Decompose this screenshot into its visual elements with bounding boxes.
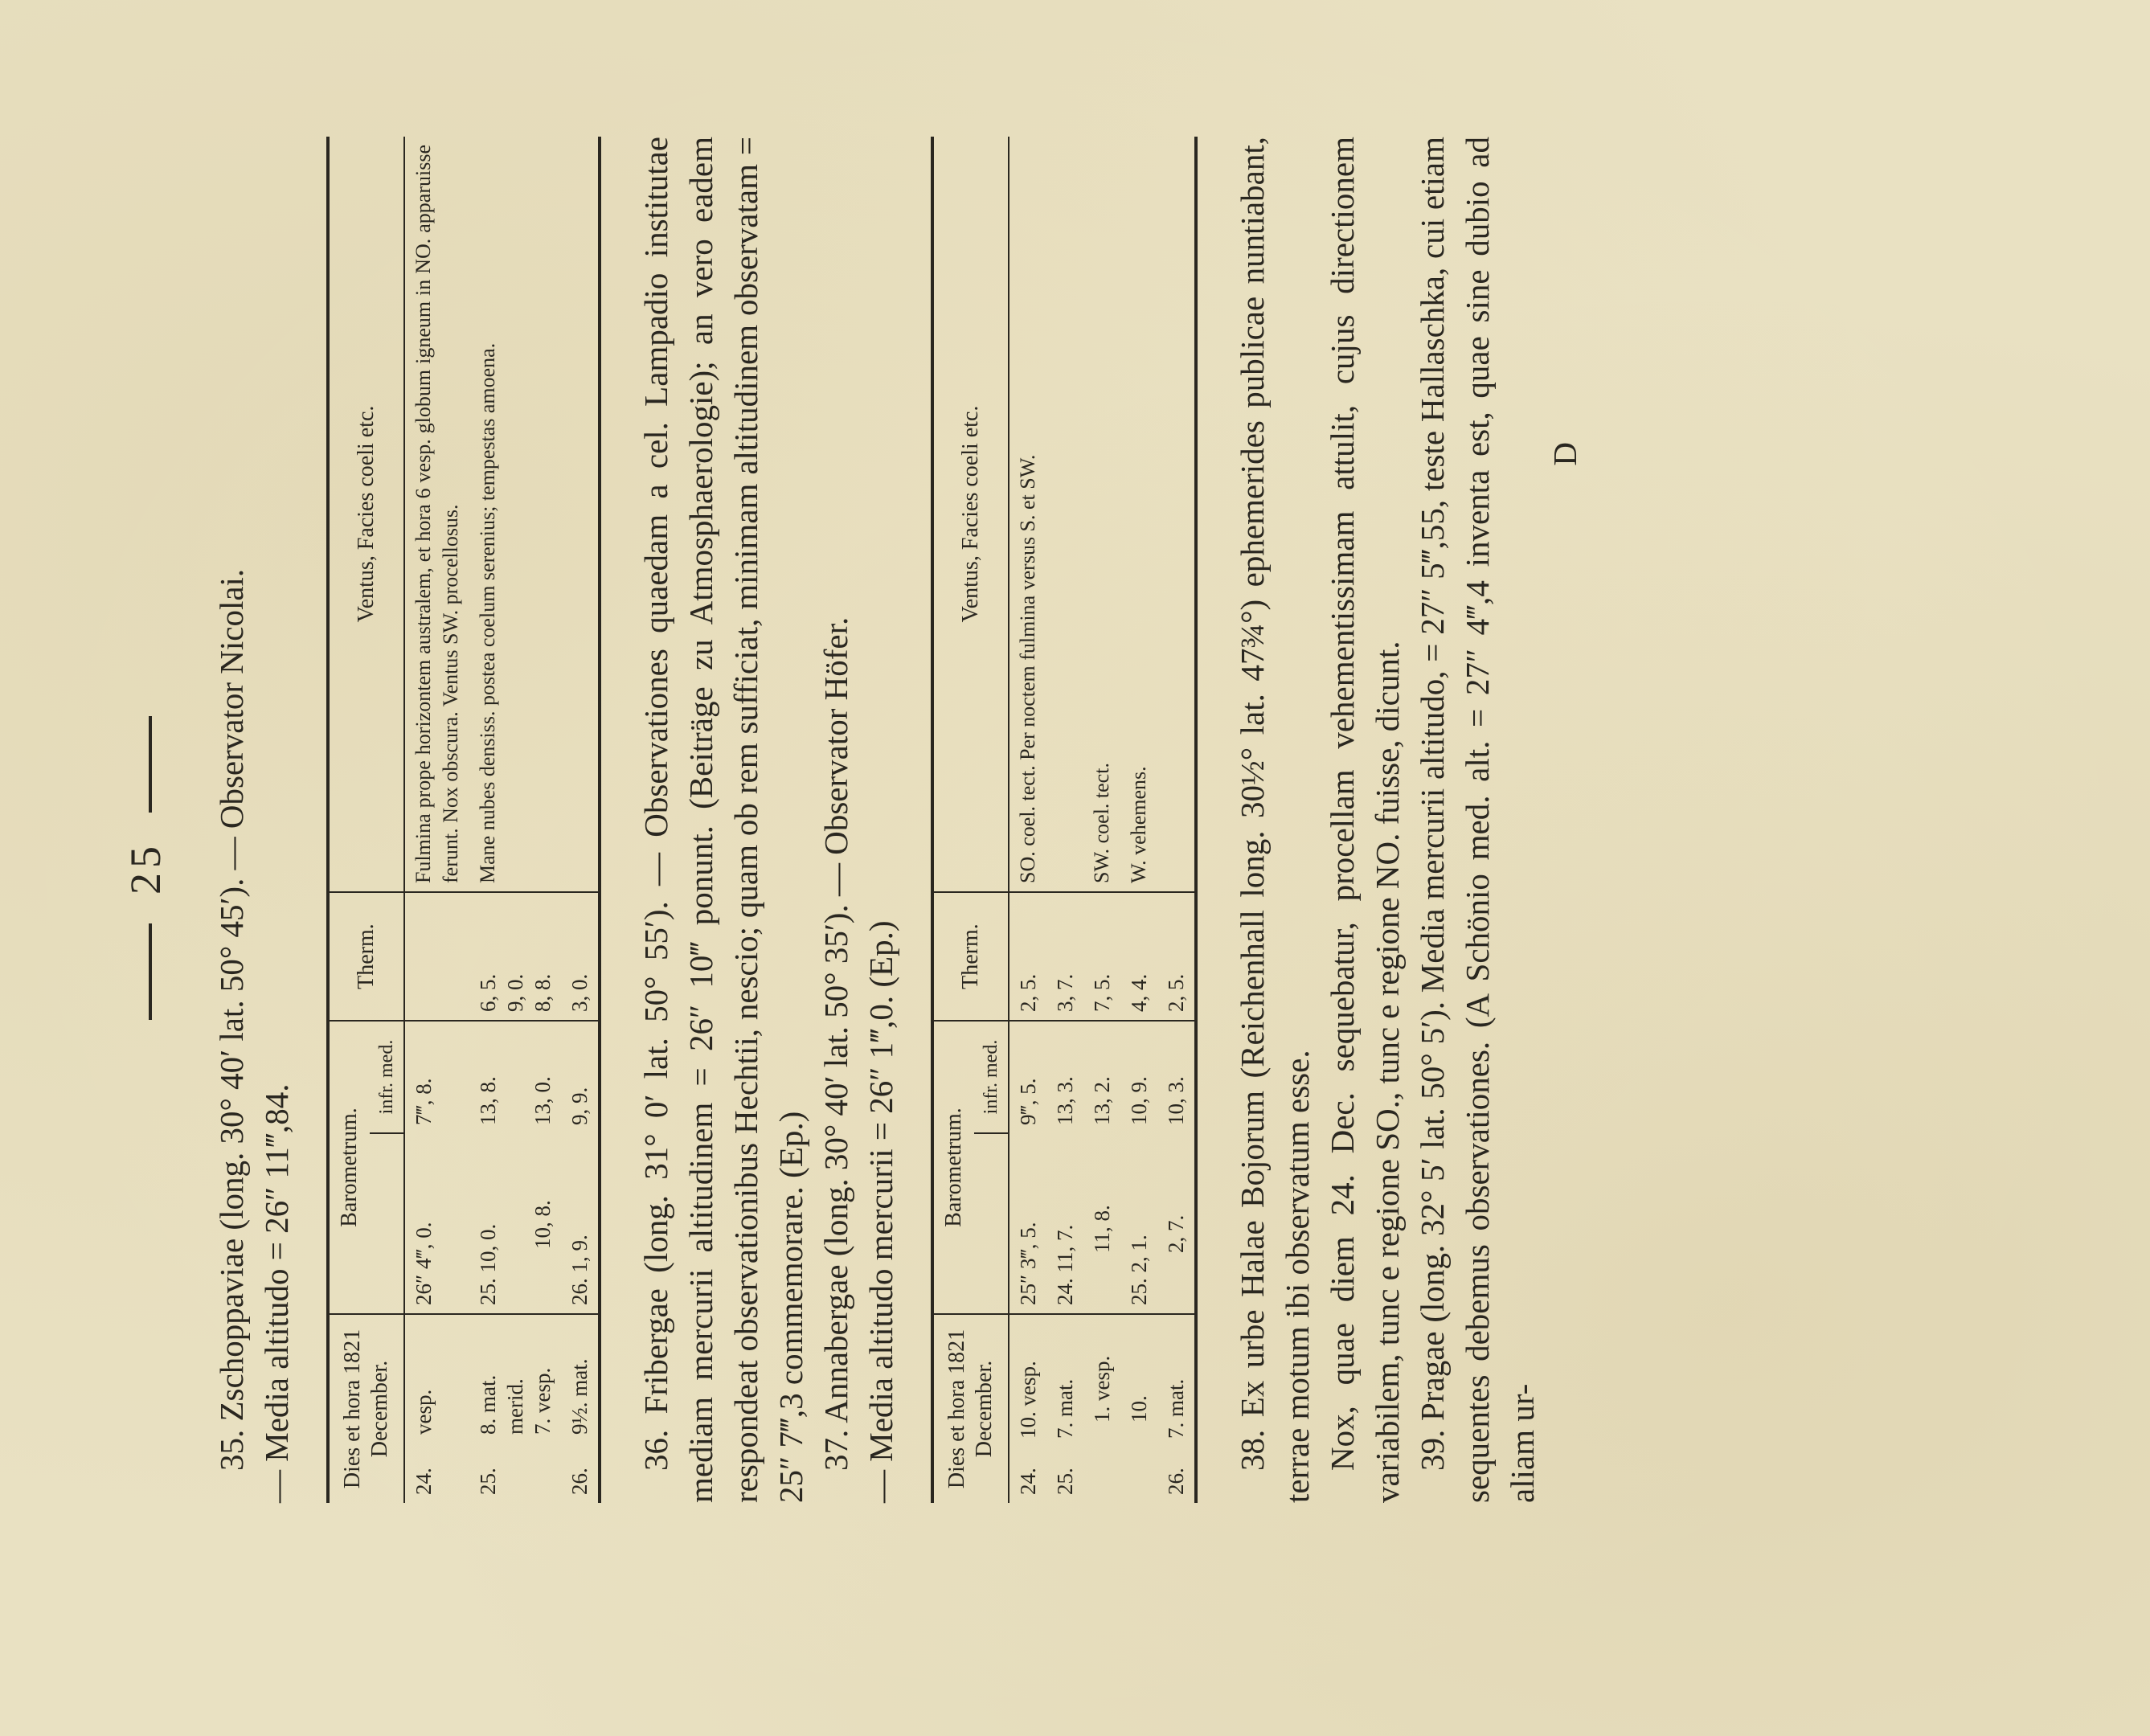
table2-row3-hour: 1. vesp. [1083,1314,1120,1447]
table2-row4-desc: W. vehemens. [1127,766,1150,883]
table2-row1-infr: 9‴, 5. [1009,1021,1046,1133]
table1-row1-desc: Fulmina prope horizontem australem, et hora 6 vesp. globum igneum in NO. apparuisse ferunt. Nox obscura. Ventus SW. procellosus. [412,145,462,883]
table2-row2-hour: 7. mat. [1046,1314,1083,1447]
table2-row5-therm: 2, 5. [1157,892,1196,1021]
table-row [469,137,561,1503]
table1-row2-therm [469,892,561,1021]
table1-row2-infr-1: 13, 8. [476,1076,500,1125]
table2-header-barometrum: Barometrum. [932,1021,974,1314]
table1-row2-infr-3: 13, 0. [530,1076,555,1125]
table1-row2-therm-3: 8, 8. [530,973,555,1012]
page-content [209,137,1585,1503]
table2-row2-baro: 24. 11, 7. [1053,1224,1077,1305]
table2-row5-day: 26. [1164,1468,1188,1495]
table2-header-baro-blank [974,1133,1009,1314]
page-number: 25 [121,841,170,895]
table1-row2-hour-2: merid. [503,1378,527,1435]
table1-row2-hours [469,1314,561,1443]
section-38-night-storm: Nox, quae diem 24. Dec. sequebatur, procellam vehementissimam attulit, cujus directionem variabilem, tunc e regione SO., tunc e regione NO. fuisse, dicunt. [1324,137,1406,1503]
table1-row3-therm: 3, 0. [561,892,600,1021]
table1-row2-infr [469,1021,561,1133]
table2-row4-infr: 10, 9. [1120,1021,1157,1133]
table-row [1083,137,1120,1503]
table1-row2-therm-2: 9, 0. [503,973,527,1012]
table-row [1009,137,1046,1503]
section-37-heading: 37. Annabergae (long. 30° 40′ lat. 50° 35′). — Observator Höfer. [817,616,854,1471]
section-39-text: 39. Pragae (long. 32° 5′ lat. 50° 5′). Media mercurii altitudo, = 27″ 5‴,55, teste Hallaschka, cui etiam sequentes debemus observationes. (A Schönio med. alt. = 27″ 4‴,4 inventa est, quae sine dubio ad aliam ur- [1414,137,1541,1503]
section-35-heading: 35. Zschoppaviae (long. 30° 40′ lat. 50° 45′). — Observator Nicolai. [213,568,250,1471]
table1-row2-therm-1: 6, 5. [476,973,500,1012]
table1-row2-hour-1: 8. mat. [476,1374,500,1435]
table2-row3-desc: SW. coel. tect. [1090,763,1113,883]
table1-header-baro-blank [370,1133,404,1314]
table1-row1-therm [404,892,469,1021]
table2-row2-infr: 13, 3. [1046,1021,1083,1133]
section-36-text: 36. Fribergae (long. 31° 0′ lat. 50° 55′). — Observationes quaedam a cel. Lampadio institutae mediam mercurii altitudinem = 26″ 10‴ ponunt. (Beiträge zu Atmosphaerologie); an vero eadem respondeat observationibus Hechtii, nescio; quam ob rem sufficiat, minimam altitudinem observatam = 25″ 7‴,3 commemorare. (Ep.) [637,137,809,1503]
table1-row3-hour: 9½. mat. [561,1314,600,1443]
table2-row4-day [1120,1447,1157,1503]
table2-header-infr-med: infr. med. [974,1021,1009,1133]
table2-row3-day [1083,1447,1120,1503]
table2-row1-baro: 25″ 3‴, 5. [1016,1222,1040,1305]
table-row [404,137,469,1503]
table-row [561,137,600,1503]
table-row [1157,137,1196,1503]
table1-header-dies: Dies et hora 1821 December. [328,1314,404,1503]
table1-row2-hour-3: 7. vesp. [530,1367,555,1435]
table1-row1-hour: vesp. [404,1314,469,1443]
table2-header-dies: Dies et hora 1821 December. [932,1314,1009,1503]
table2-row1-day: 24. [1016,1468,1040,1495]
table1-row2-baro-2 [502,1141,529,1305]
table1-row2-baro-3: 10, 8. [530,1200,555,1249]
signature-mark: D [1546,442,1583,466]
table1-row3-desc [561,137,600,892]
table1-row2-day: 25. [476,1468,500,1495]
table2-row1-therm: 2, 5. [1009,892,1046,1021]
table1-row3-baro: 26. 1, 9. [567,1234,592,1305]
table1-header-barometrum: Barometrum. [328,1021,370,1314]
page-header [121,0,170,1736]
header-rule-left [149,923,152,1020]
table2-row5-hour: 7. mat. [1157,1314,1196,1447]
table1-row2-desc: Mane nubes densiss. postea coelum serenius; tempestas amoena. [476,342,499,883]
header-rule-right [149,716,152,813]
table2-header-therm: Therm. [932,892,1009,1021]
table1-row1-day: 24. [412,1468,436,1495]
table2-row3-baro: 11, 8. [1090,1205,1114,1253]
table2-row1-desc: SO. coel. tect. Per noctem fulmina versus S. et SW. [1016,454,1039,883]
table2-row2-therm: 3, 7. [1046,892,1083,1021]
table2-row5-infr: 10, 3. [1157,1021,1196,1133]
table2-row4-hour: 10. [1120,1314,1157,1447]
table1-row3-infr: 9, 9. [561,1021,600,1133]
table2-row1-hour: 10. vesp. [1009,1314,1046,1447]
table1-row1-baro: 26″ 4‴, 0. [412,1222,436,1305]
table1-row2-baro [469,1133,561,1314]
table1-row2-infr-2 [502,1030,529,1125]
table2-row5-desc [1157,137,1196,892]
table1-header-therm: Therm. [328,892,404,1021]
table2-row3-infr: 13, 2. [1083,1021,1120,1133]
table2-header-ventus: Ventus, Facies coeli etc. [932,137,1009,892]
section-35-mean-altitude: — Media altitudo = 26″ 11‴,84. [258,1083,295,1503]
table-row [1120,137,1157,1503]
observations-table-zschoppau [326,137,601,1503]
section-38-text: 38. Ex urbe Halae Bojorum (Reichenhall long. 30½° lat. 47¾°) ephemerides publicae nuntiabant, terrae motum ibi observatum esse. [1234,137,1316,1503]
section-37-mean-altitude: — Media altitudo mercurii = 26″ 1‴,0. (Ep.) [862,920,899,1503]
observations-table-annaberg [931,137,1198,1503]
table1-row2-baro-1: 25. 10, 0. [476,1223,500,1305]
table1-header-infr-med: infr. med. [370,1021,404,1133]
table2-row5-baro: 2, 7. [1164,1214,1188,1253]
table1-header-ventus: Ventus, Facies coeli etc. [328,137,404,892]
table1-row1-infr: 7‴, 8. [404,1021,469,1133]
table2-row3-therm: 7, 5. [1083,892,1120,1021]
table2-row2-day: 25. [1053,1468,1077,1495]
table1-row3-day: 26. [567,1468,592,1495]
table2-row4-therm: 4, 4. [1120,892,1157,1021]
table2-row4-baro: 25. 2, 1. [1127,1234,1151,1305]
